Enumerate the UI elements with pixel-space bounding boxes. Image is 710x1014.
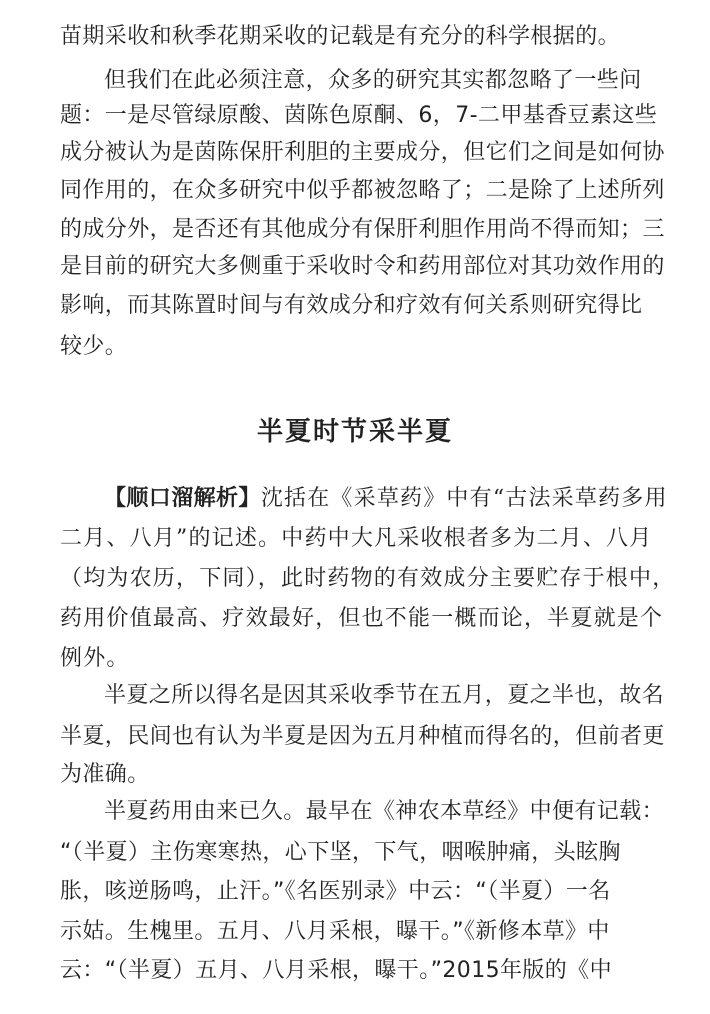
paragraph-line: 的成分外，是否还有其他成分有保肝利胆作用尚不得而知；三 [60,217,665,242]
paragraph-line: 半夏，民间也有认为半夏是因为五月种植而得名的，但前者更 [60,724,665,749]
paragraph-line: 为准确。 [60,762,150,787]
paragraph-line: 是目前的研究大多侧重于采收时令和药用部位对其功效作用的 [60,254,665,279]
paragraph-line: 胀，咳逆肠鸣，止汗。”《名医别录》中云：“（半夏）一名 [60,879,611,904]
paragraph-line: 半夏药用由来已久。最早在《神农本草经》中便有记载： [104,799,665,824]
paragraph-line [104,484,668,514]
paragraph-line: 成分被认为是茵陈保肝利胆的主要成分，但它们之间是如何协 [60,140,665,165]
paragraph-line: 但我们在此必须注意，众多的研究其实都忽略了一些问 [104,68,642,93]
paragraph-text: 沈括在《采草药》中有“古法采草药多用 [260,486,668,511]
paragraph-line: 云：“（半夏）五月、八月采根，曝干。”2015年版的《中 [60,958,612,983]
paragraph-line: （均为农历，下同），此时药物的有效成分主要贮存于根中， [60,566,676,591]
paragraph-line: 较少。 [60,334,128,359]
paragraph-line: “（半夏）主伤寒寒热，心下坚，下气，咽喉肿痛，头眩胸 [60,840,621,865]
paragraph-line: 二月、八月”的记述。中药中大凡采收根者多为二月、八月 [60,526,653,551]
paragraph-line: 药用价值最高、疗效最好，但也不能一概而论，半夏就是个 [60,606,664,631]
paragraph-line: 影响，而其陈置时间与有效成分和疗效有何关系则研究得比 [60,293,643,318]
paragraph-line: 半夏之所以得名是因其采收季节在五月，夏之半也，故名 [104,683,665,708]
paragraph-line: 例外。 [60,646,130,671]
paragraph-line: 同作用的，在众多研究中似乎都被忽略了；二是除了上述所列 [60,178,665,203]
paragraph-line: 苗期采收和秋季花期采收的记载是有充分的科学根据的。 [60,24,621,49]
paragraph-line: 题：一是尽管绿原酸、茵陈色原酮、6，7-二甲基香豆素这些 [60,103,658,128]
paragraph-line: 示姑。生槐里。五月、八月采根，曝干。”《新修本草》中 [60,919,610,944]
section-title: 半夏时节采半夏 [256,417,453,447]
section-label: 【顺口溜解析】 [104,486,261,511]
